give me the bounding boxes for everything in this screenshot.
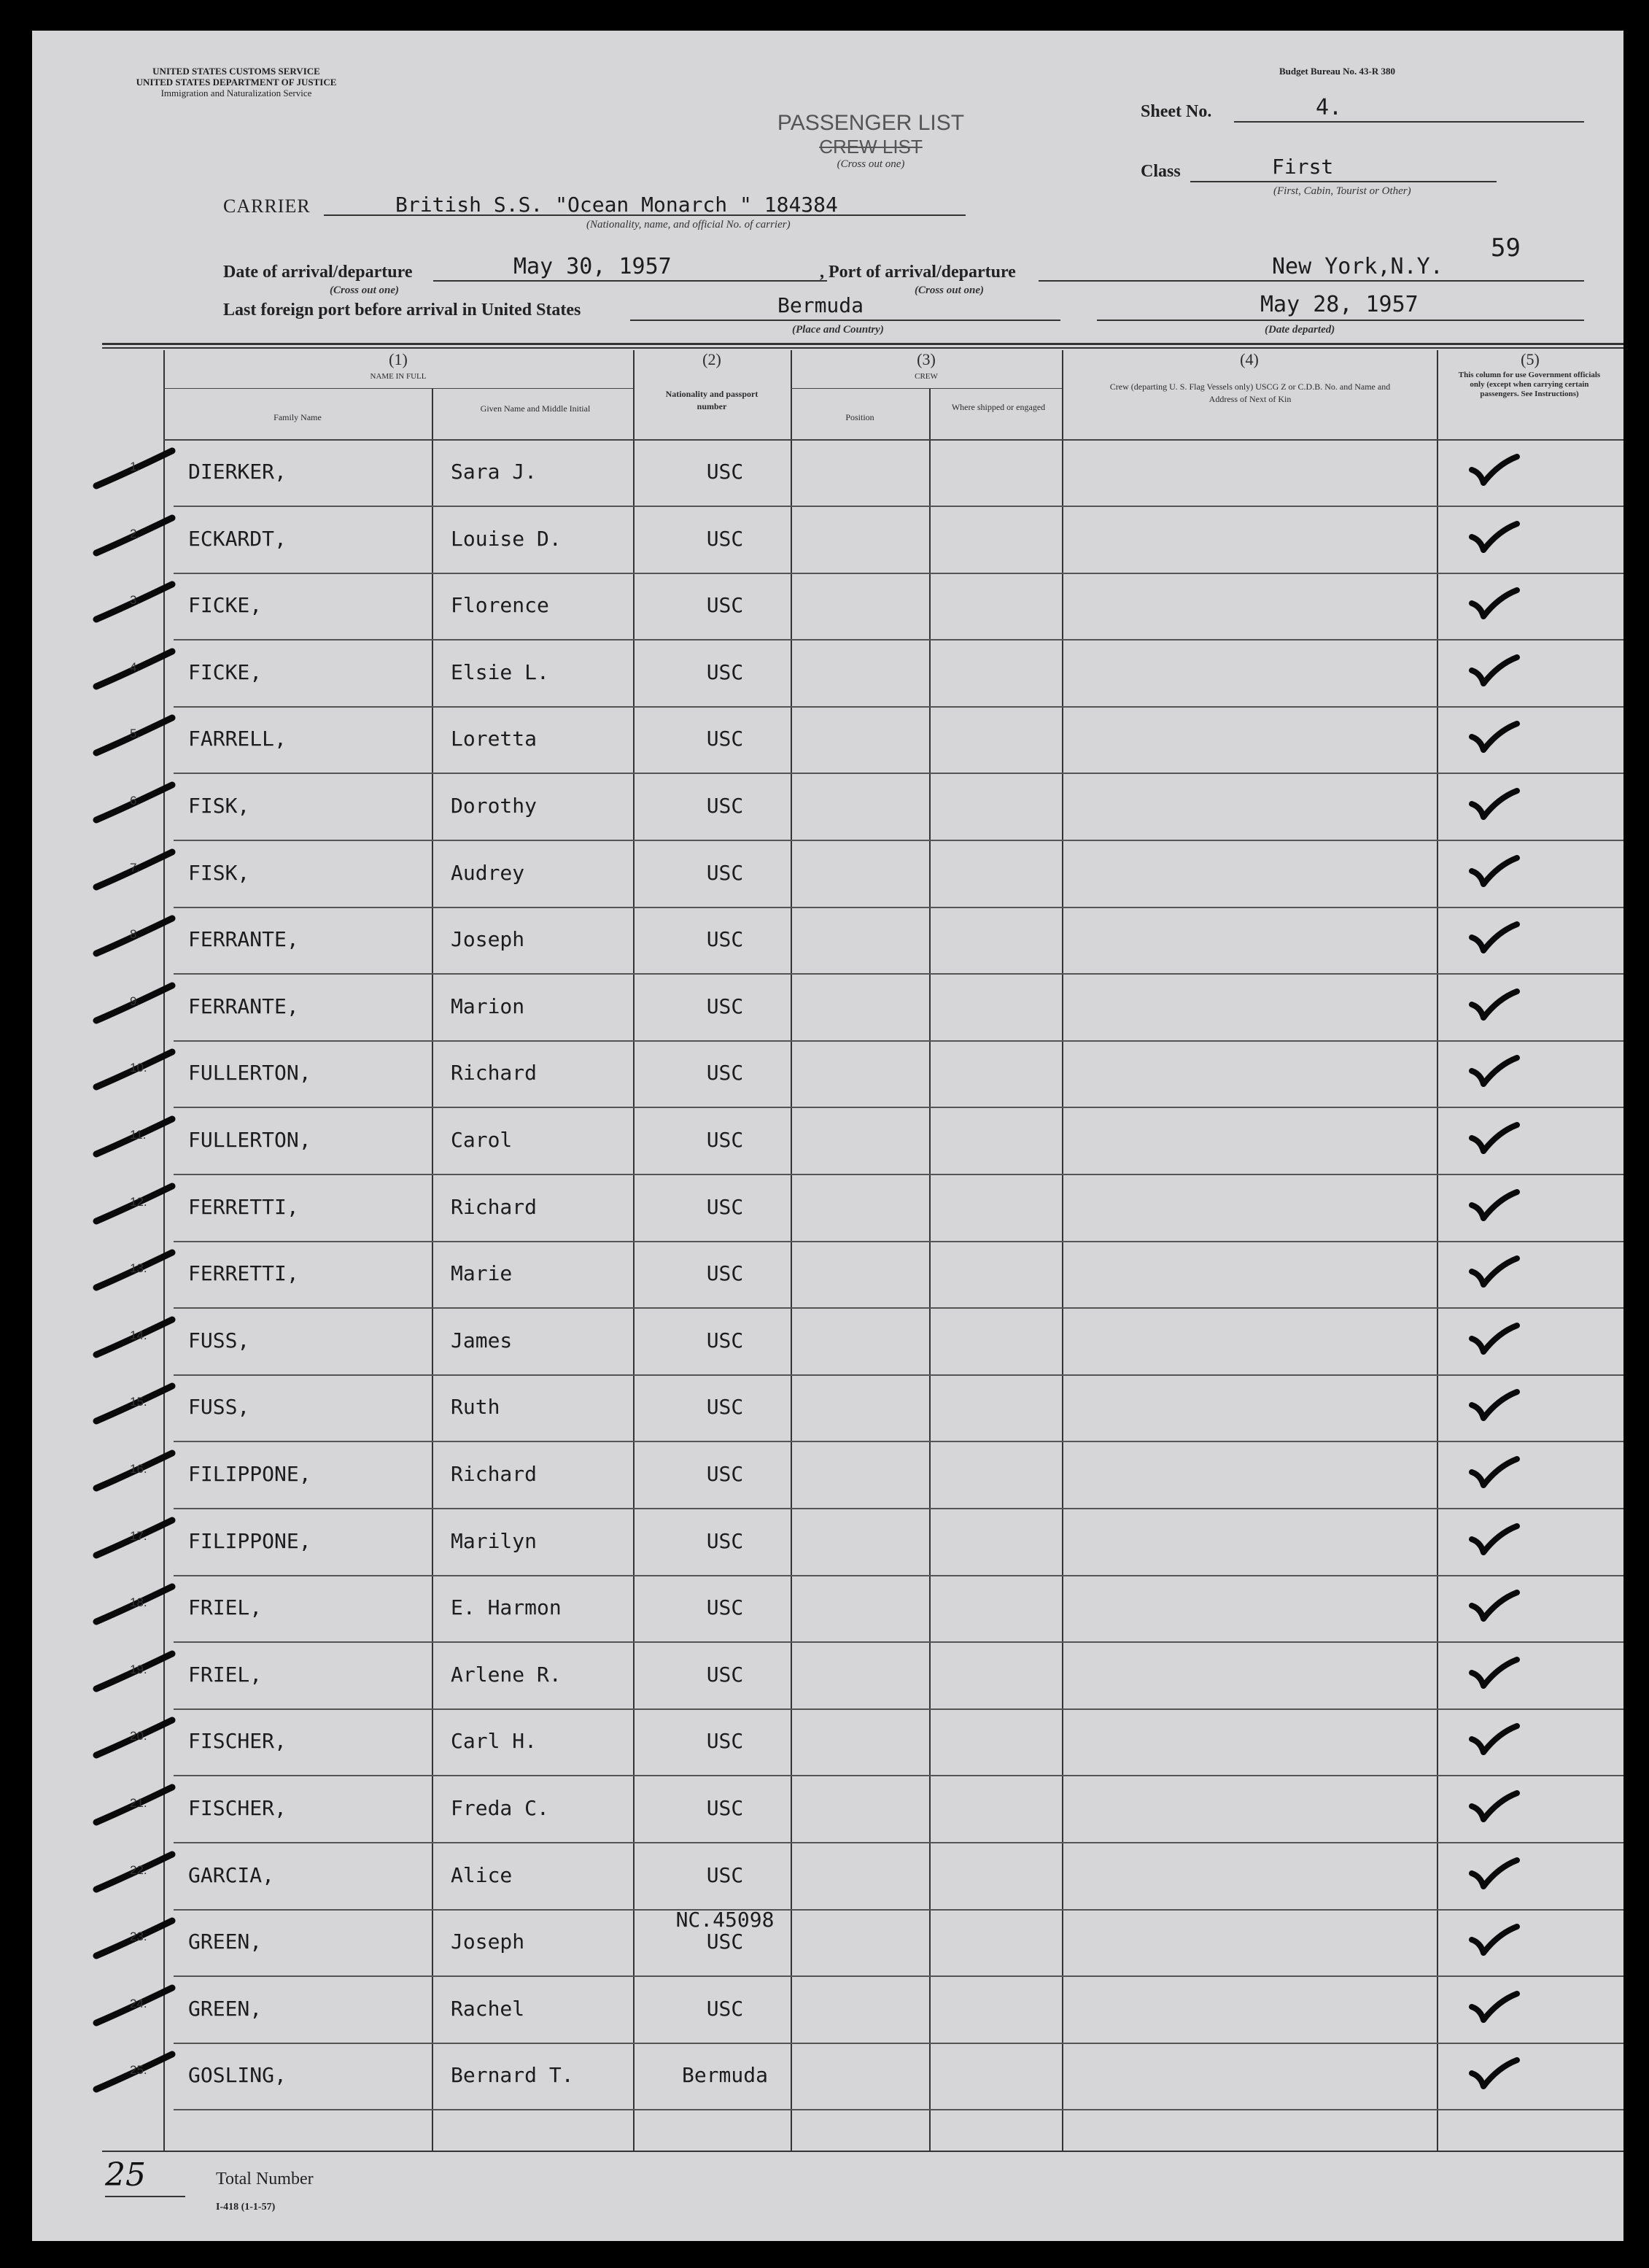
col-given-name: Given Name and Middle Initial [480,403,591,414]
nationality-cell: USC [706,460,744,484]
nationality-cell: USC [706,1395,744,1420]
col3-title: CREW [915,372,938,381]
nationality-cell: USC [706,794,744,818]
col2-number: (2) [702,350,721,368]
checkmark-icon [1462,983,1527,1026]
checkmark-icon [1462,1918,1527,1962]
nationality-cell: USC [706,1729,744,1754]
col-family-name: Family Name [273,412,322,422]
nationality-cell: USC [706,1595,744,1620]
family-name-cell: FUSS, [188,1395,250,1420]
col3-number: (3) [917,350,936,368]
table-row [32,775,1623,841]
given-name-cell: Elsie L. [451,659,549,684]
sheet-label: Sheet No. [1141,102,1212,121]
row-number: 7. [130,860,141,875]
given-name-cell: Rachel [451,1996,525,2021]
title-hint: (Cross out one) [837,158,905,170]
checkmark-icon [1462,1584,1527,1628]
table-row [32,1176,1623,1242]
family-name-cell: FILIPPONE, [188,1462,311,1486]
given-name-cell: Sara J. [451,460,538,484]
date-departed-value: May 28, 1957 [1260,292,1419,317]
nationality-cell: USC [706,1261,744,1286]
table-row [32,1376,1623,1442]
row-number: 25. [130,2063,147,2078]
last-port-hint: (Place and Country) [792,324,884,336]
col-where-shipped: Where shipped or engaged [951,402,1046,412]
col4-number: (4) [1240,350,1259,368]
nationality-cell: USC [706,1328,744,1352]
table-row [32,1242,1623,1309]
class-hint: (First, Cabin, Tourist or Other) [1273,185,1411,197]
family-name-cell: FRIEL, [188,1662,263,1687]
date-departed-hint: (Date departed) [1265,324,1335,336]
nationality-cell: Bermuda [681,2063,768,2088]
row-number: 15. [130,1395,147,1409]
given-name-cell: James [451,1328,513,1352]
table-row [32,1777,1623,1843]
nationality-cell: USC [706,927,744,952]
nationality-cell: USC [706,994,744,1018]
table-row [32,908,1623,975]
checkmark-icon [1462,849,1527,893]
port-label: , Port of arrival/departure [820,263,1016,282]
row-number: 20. [130,1729,147,1743]
row-number: 10. [130,1061,147,1075]
family-name-cell: GOSLING, [188,2063,287,2088]
checkmark-icon [1462,1250,1527,1293]
title-passenger-list: PASSENGER LIST [777,111,965,135]
family-name-cell: DIERKER, [188,460,287,484]
nationality-cell: USC [706,1996,744,2021]
table-row [32,641,1623,708]
family-name-cell: GREEN, [188,1996,263,2021]
checkmark-icon [1462,1383,1527,1427]
row-number: 24. [130,1996,147,2010]
passenger-list-sheet [32,31,1623,2241]
row-number: 9. [130,994,141,1008]
nationality-cell: USC [706,1194,744,1219]
given-name-cell: Richard [451,1194,538,1219]
form-number: I-418 (1-1-57) [216,2202,276,2213]
checkmark-icon [1462,1317,1527,1361]
family-name-cell: FUSS, [188,1328,250,1352]
given-name-cell: Richard [451,1462,538,1486]
given-name-cell: Richard [451,1061,538,1085]
nationality-cell: USC [706,727,744,751]
arrival-hint: (Cross out one) [330,285,400,296]
checkmark-icon [1462,515,1527,559]
given-name-cell: Dorothy [451,794,538,818]
checkmark-icon [1462,1116,1527,1160]
family-name-cell: GARCIA, [188,1862,275,1887]
port-hint: (Cross out one) [915,285,985,296]
nationality-cell: USC [706,526,744,551]
title-crew-list: CREW LIST [819,136,923,158]
table-row [32,1908,1623,1977]
nationality-cell: USC [706,1528,744,1553]
family-name-cell: FERRANTE, [188,927,299,952]
page-number: 59 [1491,233,1521,263]
row-number: 3. [130,593,141,608]
given-name-cell: Louise D. [451,526,562,551]
port-value: New York,N.Y. [1272,254,1443,279]
checkmark-icon [1462,1517,1527,1561]
given-name-cell: Ruth [451,1395,500,1420]
family-name-cell: FRIEL, [188,1595,263,1620]
checkmark-icon [1462,1450,1527,1494]
given-name-cell: Marie [451,1261,513,1286]
table-row [32,1042,1623,1108]
agency-line-3: Immigration and Naturalization Service [160,88,312,98]
nationality-cell: USC [706,1128,744,1152]
arrival-date: May 30, 1957 [513,254,672,279]
checkmark-icon [1462,2051,1527,2095]
family-name-cell: FERRETTI, [188,1194,299,1219]
checkmark-icon [1462,1183,1527,1227]
family-name-cell: FISK, [188,794,250,818]
checkmark-icon [1462,1717,1527,1761]
class-value: First [1272,155,1334,179]
family-name-cell: FISCHER, [188,1796,287,1820]
table-row [32,842,1623,908]
table-row [32,441,1623,507]
nationality-cell: USC [706,1796,744,1820]
given-name-cell: Bernard T. [451,2063,574,2088]
row-number: 13. [130,1261,147,1276]
row-number: 21. [130,1796,147,1810]
table-row [32,1844,1623,1911]
row-number: 12. [130,1194,147,1209]
family-name-cell: FULLERTON, [188,1061,311,1085]
nationality-cell: USC [706,1061,744,1085]
row-number: 22. [130,1862,147,1877]
col4-title: Crew (departing U. S. Flag Vessels only) USCG Z or C.D.B. No. and Name and Address of Next of Kin [1109,382,1391,404]
carrier-value: British S.S. "Ocean Monarch " 184384 [395,193,838,217]
checkmark-icon [1462,581,1527,625]
last-port-value: Bermuda [777,293,864,317]
row-number: 14. [130,1328,147,1342]
col-position: Position [845,412,874,422]
checkmark-icon [1462,916,1527,959]
given-name-cell: Florence [451,593,549,618]
agency-line-2: UNITED STATES DEPARTMENT OF JUSTICE [136,77,337,88]
last-port-label: Last foreign port before arrival in United States [223,301,581,320]
family-name-cell: FICKE, [188,593,263,618]
given-name-cell: Audrey [451,860,525,885]
class-label: Class [1141,162,1181,181]
checkmark-icon [1462,715,1527,759]
family-name-cell: FILIPPONE, [188,1528,311,1553]
table-row [32,1644,1623,1710]
row-number: 17. [130,1528,147,1543]
nationality-cell: USC [706,860,744,885]
carrier-label: CARRIER [223,196,311,217]
family-name-cell: GREEN, [188,1930,263,1954]
family-name-cell: FERRETTI, [188,1261,299,1286]
row-number: 8. [130,927,141,942]
checkmark-icon [1462,448,1527,492]
checkmark-icon [1462,782,1527,826]
checkmark-icon [1462,1651,1527,1695]
row-number: 23. [130,1930,147,1944]
col1-title: NAME IN FULL [370,372,427,381]
row-number: 2. [130,526,141,541]
family-name-cell: FULLERTON, [188,1128,311,1152]
checkmark-icon [1462,1985,1527,2029]
col1-number: (1) [389,350,408,368]
family-name-cell: FICKE, [188,659,263,684]
sheet-value: 4. [1316,95,1343,120]
given-name-cell: Carl H. [451,1729,538,1754]
family-name-cell: ECKARDT, [188,526,287,551]
given-name-cell: Joseph [451,927,525,952]
given-name-cell: Joseph [451,1930,525,1954]
row-number: 6. [130,794,141,808]
list-title [761,111,980,171]
table-row [32,1576,1623,1643]
col2-title: Nationality and passport number [665,389,758,411]
agency-block [83,66,389,98]
family-name-cell: FISK, [188,860,250,885]
arrival-label: Date of arrival/departure [223,263,413,282]
budget-number: Budget Bureau No. 43-R 380 [1279,66,1396,77]
given-name-cell: Carol [451,1128,513,1152]
row-number: 19. [130,1662,147,1676]
checkmark-icon [1462,1049,1527,1093]
row-number: 18. [130,1595,147,1610]
nationality-cell: USC [706,659,744,684]
passport-number-cell: NC.45098 [675,1908,775,1932]
row-number: 5. [130,727,141,741]
table-row [32,1978,1623,2044]
table-row [32,574,1623,640]
table-row [32,1510,1623,1576]
nationality-cell: USC [706,593,744,618]
table-row [32,2044,1623,2110]
table-row [32,508,1623,574]
table-row [32,1309,1623,1376]
family-name-cell: FARRELL, [188,727,287,751]
col5-title: This column for use Government officials only (except when carrying certain passengers. See Instructions) [1458,371,1601,398]
given-name-cell: Freda C. [451,1796,549,1820]
given-name-cell: Marion [451,994,525,1018]
nationality-cell: USC [706,1462,744,1486]
given-name-cell: E. Harmon [451,1595,562,1620]
family-name-cell: FERRANTE, [188,994,299,1018]
given-name-cell: Arlene R. [451,1662,562,1687]
given-name-cell: Alice [451,1862,513,1887]
col5-number: (5) [1521,350,1540,368]
checkmark-icon [1462,1851,1527,1895]
total-handwritten: 25 [105,2156,146,2194]
given-name-cell: Loretta [451,727,538,751]
row-number: 4. [130,659,141,674]
family-name-cell: FISCHER, [188,1729,287,1754]
table-row [32,1109,1623,1175]
nationality-cell: USC [706,1662,744,1687]
nationality-cell: USC [706,1862,744,1887]
checkmark-icon [1462,649,1527,692]
table-row [32,708,1623,774]
nationality-cell: USC [706,1930,744,1954]
row-number: 11. [130,1128,147,1142]
agency-line-1: UNITED STATES CUSTOMS SERVICE [152,66,320,77]
table-row [32,1443,1623,1509]
total-label: Total Number [216,2170,314,2188]
carrier-hint: (Nationality, name, and official No. of carrier) [586,219,791,231]
checkmark-icon [1462,1784,1527,1828]
table-row [32,975,1623,1042]
row-number: 16. [130,1462,147,1476]
given-name-cell: Marilyn [451,1528,538,1553]
row-number: 1. [130,460,141,473]
table-row [32,1710,1623,1776]
